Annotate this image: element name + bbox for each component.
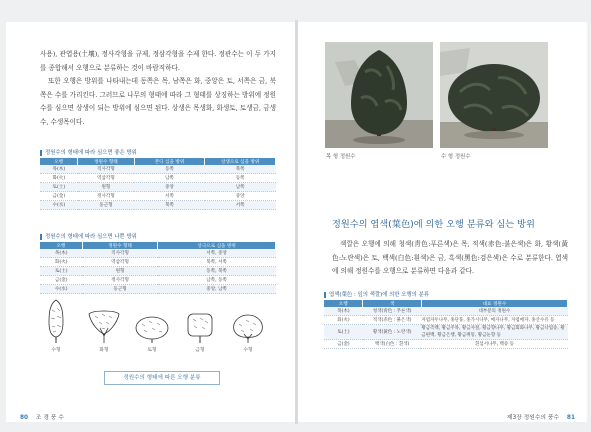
table-row [324, 307, 568, 316]
table-row [40, 276, 276, 285]
table-cell: 직사각형 [82, 249, 157, 258]
table-cell: 직사각형 [78, 165, 135, 174]
table-cell: 화(火) [324, 316, 363, 325]
figure-caption [104, 371, 220, 385]
photo-caption: 목 형 정원수 [326, 154, 356, 160]
tree-photo-2 [440, 42, 548, 148]
tree-figure [228, 312, 268, 353]
table-title-text: 정원수의 형태에 따라 심으면 나쁜 방위 [45, 234, 137, 240]
table-row [40, 249, 276, 258]
table-cell: 북쪽 [134, 201, 205, 210]
table-row [40, 183, 276, 192]
table-cell: 역삼각형 [82, 258, 157, 267]
table-header: 오행 [40, 242, 82, 249]
tree-figure [36, 298, 76, 353]
table-cell: 동쪽 [205, 174, 276, 183]
table-row [40, 201, 276, 210]
table-cell: 중앙 [205, 192, 276, 201]
table-cell: 화(火) [40, 258, 82, 267]
table-cell: 정사각형 [82, 276, 157, 285]
table-cell: 원형 [78, 183, 135, 192]
table-cell: 남쪽 [205, 183, 276, 192]
tree-figure [84, 308, 124, 353]
photo-caption: 수 형 정원수 [441, 154, 471, 160]
table-cell: 북쪽, 서쪽 [158, 258, 276, 267]
table-cell: 원형 [82, 267, 157, 276]
tree-figure [132, 314, 172, 353]
table-header: 오행 [40, 158, 78, 165]
table-header: 대표 정원수 [421, 300, 567, 307]
table-row [40, 285, 276, 294]
conical-tree-photo [325, 42, 433, 148]
page-number: 80 [20, 415, 29, 421]
table-cell: 중앙, 남쪽 [158, 285, 276, 294]
tree-label: 수형 [243, 348, 253, 353]
paragraph: 사용), 관엽용(土壤), 정사각형을 규제, 정삼각형을 수제 한다. 정관수는 이 두 가지를 종합해서 오행으로 분류하는 것이 바람직하다. [40, 50, 276, 72]
tree-photo-1 [325, 42, 433, 148]
table-row [40, 165, 276, 174]
table-cell: 남쪽, 동쪽 [158, 276, 276, 285]
tree-shape-illustrations [36, 298, 276, 358]
table-header: 정원수 형태 [78, 158, 135, 165]
table-row [40, 258, 276, 267]
table-cell: 수(水) [40, 201, 78, 210]
table-cell: 역삼각형 [78, 174, 135, 183]
table-cell: 토(土) [324, 325, 363, 340]
table-cell: 대부분의 정원수 [421, 307, 567, 316]
page-number: 81 [566, 415, 575, 421]
table-cell: 남쪽 [134, 174, 205, 183]
table-cell: 서쪽 [205, 201, 276, 210]
square-tree-icon [185, 312, 215, 344]
left-page [6, 22, 295, 422]
table-cell: 목(木) [40, 249, 82, 258]
table-cell: 토(土) [40, 183, 78, 192]
good-direction-table [40, 158, 276, 210]
table-row [324, 340, 568, 349]
table-header: 본디 심을 방위 [134, 158, 205, 165]
table-row [40, 267, 276, 276]
table-cell: 백색(白色 : 흰색) [363, 340, 421, 349]
table-cell: 정사각형 [78, 192, 135, 201]
table-cell: 금(金) [324, 340, 363, 349]
table-header: 상생으로 심을 방위 [205, 158, 276, 165]
tree-label: 화형 [99, 348, 109, 353]
table-header: 오행 [324, 300, 363, 307]
table-row [324, 316, 568, 325]
table-cell: 황색(黃色 : 노란색) [363, 325, 421, 340]
table-row [40, 192, 276, 201]
tree-label: 토형 [147, 348, 157, 353]
table-cell: 자엽자두나무, 홍단풍, 홍가시나무, 매자나무, 자엽매자, 홍산수유 등 [421, 316, 567, 325]
table-header: 정원수 형태 [82, 242, 157, 249]
table-cell: 둥근형 [78, 201, 135, 210]
table-row [40, 174, 276, 183]
table-cell: 동쪽 [134, 165, 205, 174]
table-title [40, 232, 137, 240]
table-cell: 금(金) [40, 276, 82, 285]
page-footer [507, 412, 575, 421]
columnar-tree-icon [45, 298, 67, 344]
table-header: 색 [363, 300, 421, 307]
bad-direction-table [40, 242, 276, 294]
right-page [298, 22, 587, 422]
book-title: 조 경 풍 수 [35, 415, 64, 421]
page-footer [20, 412, 64, 421]
tree-label: 금형 [195, 348, 205, 353]
paragraph: 색깔은 오행에 의해 청색(靑色:푸른색)은 목, 적색(赤色:붉은색)은 화, 황색(黃色:노란색)은 토, 백색(白色:흰색)은 금, 흑색(黑色:검은색)은 수로 분류한다. 엽색에 의해 정원수를 오행으로 분류하면 다음과 같다. [332, 240, 568, 275]
table-cell: 화(火) [40, 174, 78, 183]
table-cell: 황금측백, 황금주목, 황금사철, 황금향나무, 황금회화나무, 황금낙엽송, 황금편백, 황금은행, 황금쥐똥, 황금눈향 등 [421, 325, 567, 340]
table-cell: 수(水) [40, 285, 82, 294]
table-cell: 흰섬서나무, 백송 등 [421, 340, 567, 349]
table-title-text: 엽색(葉色 : 잎의 색깔)에 의한 오행의 분류 [329, 292, 429, 298]
table-title [40, 148, 137, 156]
table-cell: 서쪽 [134, 192, 205, 201]
table-cell: 금(金) [40, 192, 78, 201]
table-cell: 중앙 [134, 183, 205, 192]
paragraph: 또한 오행은 방위를 나타내는데 동쪽은 목, 남쪽은 화, 중앙은 토, 서쪽은 금, 북쪽은 수를 가리킨다. 그러므로 나무의 형태에 따라 그 형태를 상징하는 방위에 정원수를 심으면 상생이 되는 방위에 심으면 된다. 상생은 목생화, 화생토, 토생금, 금생수, 수생목이다. [40, 77, 276, 126]
right-body-text [332, 238, 568, 279]
table-title-text: 정원수의 형태에 따라 심으면 좋은 방위 [45, 150, 137, 156]
round-tree-icon [134, 314, 170, 344]
section-heading: 정원수의 엽색(葉色)에 의한 오행 분류와 심는 방위 [332, 219, 535, 230]
table-header: 상극으로 심을 방위 [158, 242, 276, 249]
caption-text: 정원수의 형태에 따른 오행 분류 [123, 375, 201, 381]
table-cell: 청색(靑色 : 푸른색) [363, 307, 421, 316]
table-cell: 둥근형 [82, 285, 157, 294]
leaf-color-table [324, 300, 568, 349]
table-cell: 목(木) [40, 165, 78, 174]
table-title [324, 290, 429, 298]
table-cell: 적색(赤色 : 붉은색) [363, 316, 421, 325]
table-cell: 목(木) [324, 307, 363, 316]
wavy-tree-icon [231, 312, 265, 344]
tree-label: 수형 [51, 348, 61, 353]
left-body-text [40, 48, 276, 129]
table-cell: 토(土) [40, 267, 82, 276]
round-tree-photo [440, 42, 548, 148]
table-cell: 서쪽, 중앙 [158, 249, 276, 258]
table-cell: 동쪽, 북쪽 [158, 267, 276, 276]
inverted-triangle-tree-icon [87, 308, 121, 344]
chapter-title: 제3장 정원수의 풍수 [506, 415, 560, 421]
tree-figure [180, 312, 220, 353]
table-cell: 북쪽 [205, 165, 276, 174]
table-row [324, 325, 568, 340]
